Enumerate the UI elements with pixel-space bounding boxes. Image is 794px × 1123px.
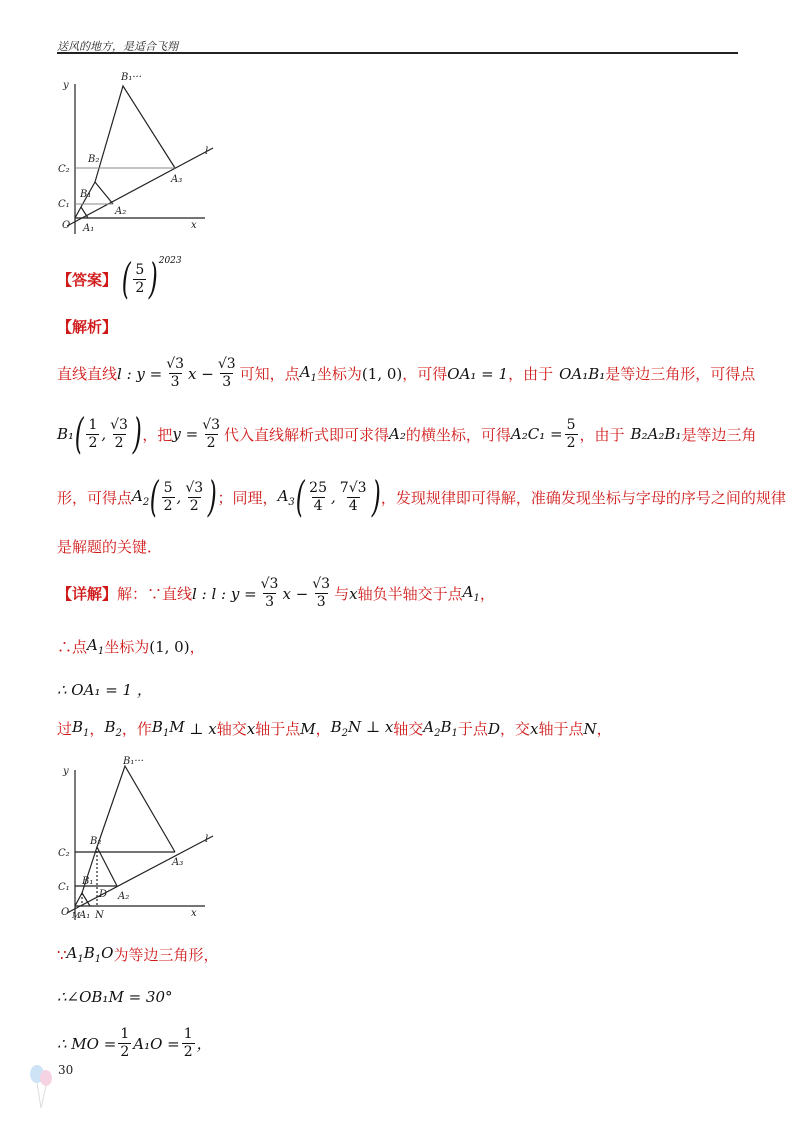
detail-text: 过 xyxy=(57,720,73,738)
detail-line-3: ∴ OA₁ = 1 ， xyxy=(57,681,152,699)
detail-line-6: ∴∠OB₁M = 30° xyxy=(57,988,173,1006)
answer-den: 2 xyxy=(135,279,145,296)
label-a3: A₃ xyxy=(171,174,183,185)
analysis-text: 的横坐标，可得 xyxy=(405,425,511,444)
analysis-line-3: 形，可得点 $A_2$ ( $\frac{5}{2}$ , $\frac{√3}{2}$ ) ；同理， $A_3$ ( $\frac{25}{4}$ , $\frac{7√3}{4}$ ) ，发现规律即可得解，准确发现坐标与字母的序号之间的规律 xyxy=(57,472,786,521)
label-y: y xyxy=(63,80,69,91)
label-b2: B₂ xyxy=(90,836,102,847)
triangle-3 xyxy=(97,766,175,852)
line-l xyxy=(67,836,213,913)
detail-text: 轴于点 xyxy=(255,720,301,738)
label-c1: C₁ xyxy=(58,199,70,210)
detail-text: 解：∵直线 xyxy=(117,585,193,603)
label-b1: B₁ xyxy=(80,189,92,200)
label-b1: B₁ xyxy=(82,876,94,887)
detail-text: ，作 xyxy=(121,720,152,738)
answer-exp: 2023 xyxy=(158,256,182,266)
page-number: 30 xyxy=(58,1063,74,1077)
detail-text: ∴点 xyxy=(57,638,88,656)
analysis-line-2: B₁ ( $\frac{1}{2}$ , $\frac{√3}{2}$ ) ，把 y = $\frac{√3}{2}$ 代入直线解析式即可求得 A₂ 的横坐标，可得 A₂C₁ = $\frac{5}{2}$ ，由于 B₂A₂B₁ 是等边三角 xyxy=(57,409,757,458)
analysis-text: 形，可得点 xyxy=(57,488,133,507)
detail-text: 轴于点 xyxy=(538,720,584,738)
label-a2: A₂ xyxy=(115,206,127,217)
point-a1: (1, 0) xyxy=(361,364,403,383)
label-x: x xyxy=(191,908,197,919)
label-d: D xyxy=(99,889,108,900)
detail-line-5: ∵ $A_1B_1O$ 为等边三角形， xyxy=(57,944,219,965)
analysis-text: ，把 xyxy=(142,425,173,444)
analysis-text: ，由于 xyxy=(508,365,554,383)
geometry-figure-2 xyxy=(55,752,220,922)
label-n: N xyxy=(95,910,104,921)
analysis-line-1: 直线直线 l : y = $\frac{√3}{3}$ x − $\frac{√3}{3}$ 可知，点 $A_1$ 坐标为 (1, 0) ，可得 OA₁ = 1 ，由于 OA₁B₁ 是等边三角形，可得点 xyxy=(57,356,756,390)
analysis-text: ，发现规律即可得解，准确发现坐标与字母的序号之间的规律 xyxy=(380,488,786,507)
detail-text: 坐标为 xyxy=(104,638,150,656)
analysis-text: ；同理， xyxy=(217,488,278,507)
detail-text: ∵ xyxy=(57,945,67,964)
page-header: 送风的地方，是适合飞翔 xyxy=(57,40,178,53)
label-o: O xyxy=(61,907,70,918)
analysis-eq-lhs: l : y = xyxy=(117,364,163,383)
label-c1: C₁ xyxy=(58,882,70,893)
detail-text: 与 xyxy=(334,585,350,603)
analysis-text: 可知，点 xyxy=(239,365,300,383)
geometry-figure-1 xyxy=(55,66,220,236)
analysis-text: 直线直线 xyxy=(57,365,118,383)
label-a3: A₃ xyxy=(172,857,184,868)
label-c2: C₂ xyxy=(58,848,70,859)
detail-text: A₁O = xyxy=(133,1034,180,1053)
detail-tag: 【详解】 xyxy=(57,585,118,603)
analysis-text: 是等边三角 xyxy=(681,425,757,444)
label-b1dots: B₁··· xyxy=(121,72,142,83)
header-rule xyxy=(57,52,738,54)
label-o: O xyxy=(62,220,71,231)
analysis-text: 代入直线解析式即可求得 xyxy=(224,425,390,444)
detail-line-7: ∴ MO = $\frac{1}{2}$ A₁O = $\frac{1}{2}$ ， xyxy=(57,1026,212,1060)
analysis-text: 是等边三角形，可得点 xyxy=(605,365,756,383)
answer-expression: ( $\frac{5}{2}$ ) $^{2023}$ xyxy=(121,254,182,303)
detail-text: ∴ MO = xyxy=(57,1034,117,1053)
detail-line-4: 过 $B_1$ ， $B_2$ ，作 $B_1M$ ⊥ x 轴交 x 轴于点 M ， $B_2N$ ⊥ x 轴交 $A_2B_1$ 于点 D ，交 x 轴于点 N ， xyxy=(57,718,612,739)
triangle-b2a2b1: B₂A₂B₁ xyxy=(630,425,682,443)
analysis-text: ，由于 xyxy=(579,425,625,444)
label-x: x xyxy=(191,220,197,231)
balloon-icon xyxy=(28,1062,54,1110)
analysis-tag: 【解析】 xyxy=(57,318,118,336)
oa1-value: OA₁ = 1 xyxy=(447,364,509,383)
label-m: M xyxy=(72,911,81,920)
label-b1dots: B₁··· xyxy=(123,756,144,767)
label-b2: B₂ xyxy=(88,154,100,165)
answer-tag: 【答案】 xyxy=(57,270,118,289)
answer-line xyxy=(57,254,182,303)
detail-line-2: ∴点 $A_1$ 坐标为 (1, 0) ， xyxy=(57,636,205,657)
analysis-line-4: 是解题的关键． xyxy=(57,538,163,556)
analysis-text: ，可得 xyxy=(402,365,448,383)
label-a2: A₂ xyxy=(118,891,130,902)
label-c2: C₂ xyxy=(58,164,70,175)
detail-line-1: 【详解】 解：∵直线 l : l : y = $\frac{√3}{3}$ x − $\frac{√3}{3}$ 与 x 轴负半轴交于点 $A_1$ ， xyxy=(57,576,495,610)
detail-text: ，交 xyxy=(499,720,530,738)
point-a1-detail: (1, 0) xyxy=(149,637,190,656)
label-l: l xyxy=(205,834,209,845)
perp-symbol: ⊥ xyxy=(189,719,204,738)
detail-text: 轴交 xyxy=(216,720,247,738)
label-a1: A₁ xyxy=(83,223,95,234)
a2c1-eq: A₂C₁ = xyxy=(510,425,563,443)
label-y: y xyxy=(63,766,69,777)
triangle-oa1b1: OA₁B₁ xyxy=(559,364,606,383)
detail-text: 轴交 xyxy=(393,720,424,738)
answer-num: 5 xyxy=(135,261,145,278)
label-a1: A₁ xyxy=(79,910,91,921)
point-b1: B₁ xyxy=(57,425,75,443)
detail-text: 于点 xyxy=(457,720,488,738)
label-l: l xyxy=(205,146,209,157)
detail-text: 轴负半轴交于点 xyxy=(357,585,463,603)
detail-text: 为等边三角形， xyxy=(113,946,219,964)
point-a2: A₂ xyxy=(389,425,406,443)
analysis-text: 坐标为 xyxy=(316,365,362,383)
